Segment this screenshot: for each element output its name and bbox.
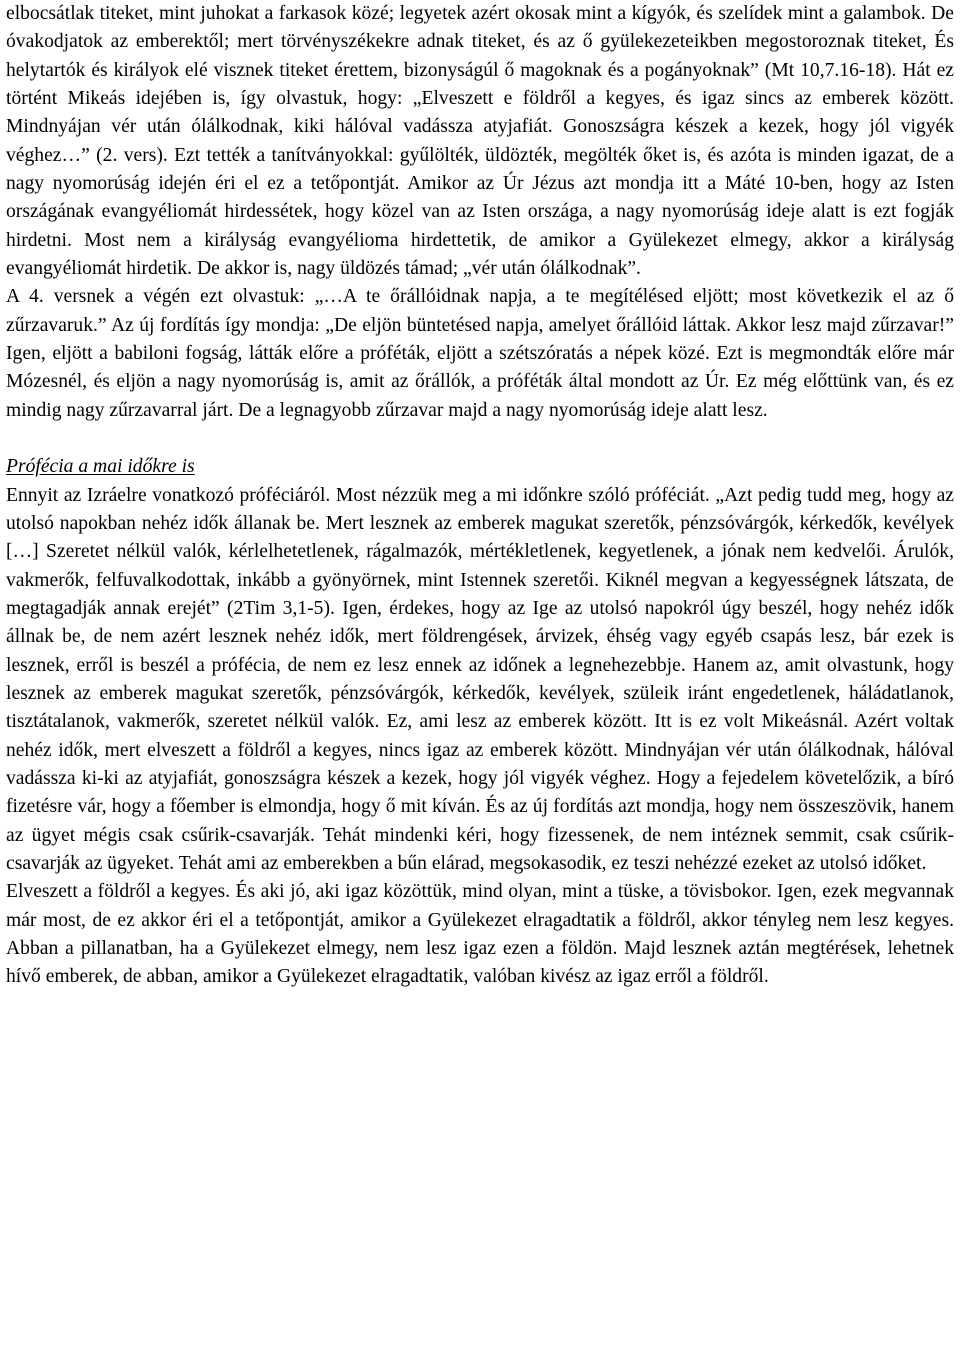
section-heading: Prófécia a mai időkre is: [6, 456, 195, 478]
paragraph: elbocsátlak titeket, mint juhokat a farkasok közé; legyetek azért okosak mint a kígyók, és szelídek mint a galambok. De óvakodjatok az emberektől; mert törvényszékekre adnak titeket, és az ő gyülekezeteikben megostoroznak titeket, És helytartók és királyok elé visznek titeket érettem, bizonyságúl ő magoknak és a pogányoknak” (Mt 10,7.16-18). Hát ez történt Mikeás idejében is, így olvastuk, hogy: „Elveszett e földről a kegyes, és igaz sincs az emberek között. Mindnyájan vér után ólálkodnak, kiki hálóval vadássza atyjafiát. Gonoszságra készek a kezek, hogy jól vigyék véghez…” (2. vers). Ezt tették a tanítványokkal: gyűlölték, üldözték, megölték őket is, és azóta is minden igazat, de a nagy nyomorúság idején éri el ez a tetőpontját. Amikor az Úr Jézus azt mondja itt a Máté 10-ben, hogy az Isten országának evangyéliomát hirdessétek, hogy közel van az Isten országa, a nagy nyomorúság ideje alatt is ezt fogják hirdetni. Most nem a királyság evangyélioma hirdettetik, de amikor a Gyülekezet elmegy, akkor a királyság evangyéliomát hirdetik. De akkor is, nagy üldözés támad; „vér után ólálkodnak”.: [6, 3, 954, 280]
paragraph: Ennyit az Izráelre vonatkozó próféciáról. Most nézzük meg a mi időnkre szóló próféciát. „Azt pedig tudd meg, hogy az utolsó napokban nehéz idők állanak be. Mert lesznek az emberek magukat szeretők, pénzsóvárgók, kérkedők, kevélyek […] Szeretet nélkül valók, kérlelhetetlenek, rágalmazók, mértékletlenek, kegyetlenek, a jónak nem kedvelői. Árulók, vakmerők, felfuvalkodottak, inkább a gyönyörnek, mint Istennek szeretői. Kiknél megvan a kegyességnek látszata, de megtagadják annak erejét” (2Tim 3,1-5). Igen, érdekes, hogy az Ige az utolsó napokról úgy beszél, hogy nehéz idők állnak be, de nem azért lesznek nehéz idők, mert földrengések, árvizek, éhség vagy egyéb csapás lesz, bár ezek is lesznek, erről is beszél a prófécia, de nem ez lesz ennek az időnek a legnehezebbje. Hanem az, amit olvastunk, hogy lesznek az emberek magukat szeretők, pénzsóvárgók, kérkedők, kevélyek, szüleik iránt engedetlenek, háládatlanok, tisztátalanok, vakmerők, szeretet nélkül valók. Ez, ami lesz az emberek között. Itt is ez volt Mikeásnál. Azért voltak nehéz idők, mert elveszett a földről a kegyes, nincs igaz az emberek között. Mindnyájan vér után ólálkodnak, hálóval vadássza ki-ki az atyjafiát, gonoszságra készek a kezek, hogy jól vigyék véghez. Hogy a fejedelem követelőzik, a bíró fizetésre vár, hogy a főember is elmondja, hogy ő mit kíván. És az új fordítás azt mondja, hogy nem összeszövik, hanem az ügyet mégis csak csűrik-csavarják. Tehát mindenki kéri, hogy fizessenek, de nem intéznek semmit, csak csűrik-csavarják az ügyeket. Tehát ami az emberekben a bűn elárad, megsokasodik, ez teszi nehézzé ezeket az utolsó időket.: [6, 484, 954, 874]
paragraph: Elveszett a földről a kegyes. És aki jó, aki igaz közöttük, mind olyan, mint a tüske, a tövisbokor. Igen, ezek megvannak már most, de ez akkor éri el a tetőpontját, amikor a Gyülekezet elragadtatik a földről, akkor tényleg nem lesz kegyes. Abban a pillanatban, ha a Gyülekezet elmegy, nem lesz igaz ezen a földön. Majd lesznek aztán megtérések, lehetnek hívő emberek, de abban, amikor a Gyülekezet elragadtatik, valóban kivész az igaz erről a földről.: [6, 881, 954, 988]
document-page: [6, 0, 954, 992]
paragraph: A 4. versnek a végén ezt olvastuk: „…A te őrállóidnak napja, a te megítélésed eljött; most következik el az ő zűrzavaruk.” Az új fordítás így mondja: „De eljön büntetésed napja, amelyet őrállóid láttak. Akkor lesz majd zűrzavar!” Igen, eljött a babiloni fogság, látták előre a próféták, eljött a szétszóratás a népek közé. Ezt is megmondták előre már Mózesnél, és eljön a nagy nyomorúság is, amit az őrállók, a próféták által mondott az Úr. Ez még előttünk van, és ez mindig nagy zűrzavarral járt. De a legnagyobb zűrzavar majd a nagy nyomorúság ideje alatt lesz.: [6, 286, 954, 421]
paragraph-spacer: [6, 425, 954, 453]
